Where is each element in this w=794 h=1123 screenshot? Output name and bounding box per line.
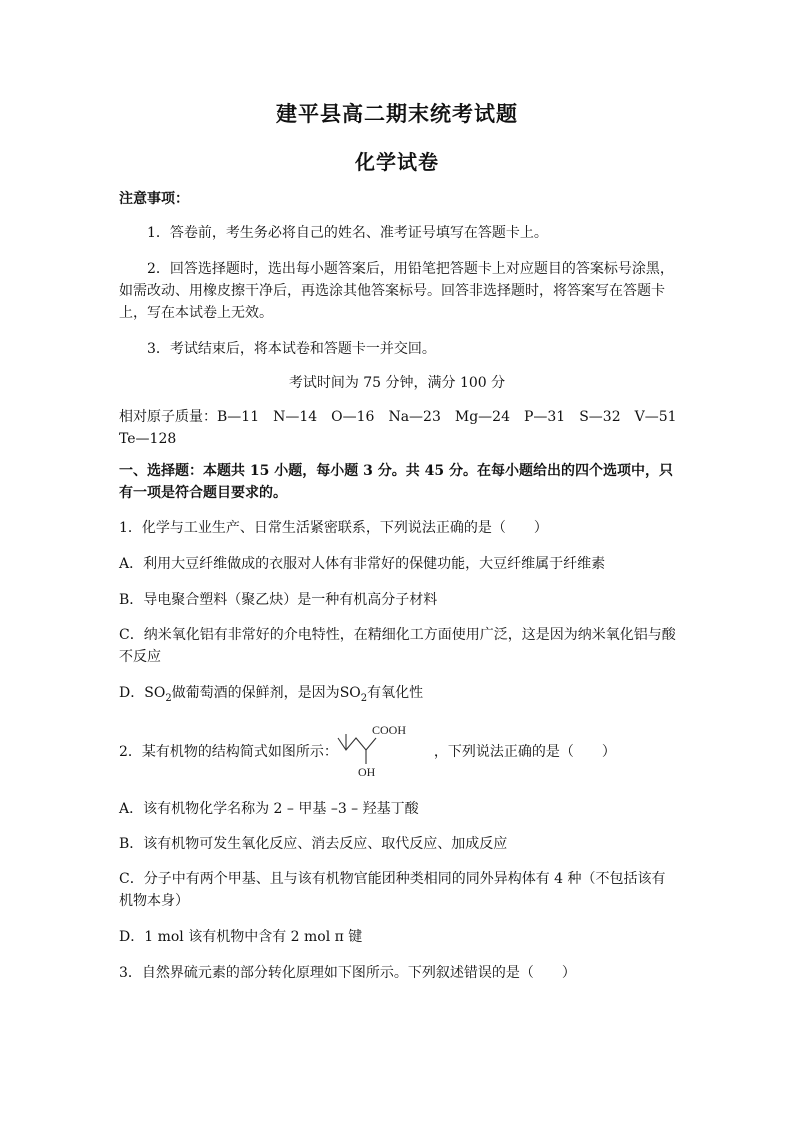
q2-option-a: A．该有机物化学名称为 2 – 甲基 –3 – 羟基丁酸 xyxy=(119,801,419,817)
exam-subtitle: 化学试卷 xyxy=(355,150,439,174)
notice-item-3: 3．考试结束后，将本试卷和答题卡一并交回。 xyxy=(147,341,436,357)
q1-option-c: C．纳米氧化铝有非常好的介电特性，在精细化工方面使用广泛，这是因为纳米氧化铝与酸不反应 xyxy=(119,627,676,665)
q2-stem-pre: 2．某有机物的结构简式如图所示： xyxy=(119,744,338,760)
q1-option-b: B．导电聚合塑料（聚乙炔）是一种有机高分子材料 xyxy=(119,592,438,608)
q1-option-d xyxy=(119,682,679,710)
q2-option-c: C．分子中有两个甲基、且与该有机物官能团种类相同的同外异构体有 4 种（不包括该有机物本身） xyxy=(119,871,666,909)
carbon-skeleton xyxy=(338,738,376,750)
q1-option-a: A．利用大豆纤维做成的衣服对人体有非常好的保健功能，大豆纤维属于纤维素 xyxy=(119,556,606,572)
exam-time-info: 考试时间为 75 分钟，满分 100 分 xyxy=(288,375,506,391)
atomic-mass-line: 相对原子质量：B—11 N—14 O—16 Na—23 Mg—24 P—31 S—32 V—51 Te—128 xyxy=(119,409,691,447)
oh-label: OH xyxy=(358,765,376,779)
notice-item-1: 1．答卷前，考生务必将自己的姓名、准考证号填写在答题卡上。 xyxy=(147,225,548,241)
q2-stem-post: ，下列说法正确的是（ ） xyxy=(433,744,616,760)
exam-title: 建平县高二期末统考试题 xyxy=(276,101,518,126)
section-1-heading: 一、选择题：本题共 15 小题，每小题 3 分。共 45 分。在每小题给出的四个选项中，只有一项是符合题目要求的。 xyxy=(119,463,673,501)
q1-d-prefix: D． xyxy=(119,685,145,701)
q1-d-mid: 做葡萄酒的保鲜剂，是因为 xyxy=(171,685,340,701)
q2-option-b: B．该有机物可发生氧化反应、消去反应、取代反应、加成反应 xyxy=(119,836,508,852)
cooh-label: COOH xyxy=(372,723,407,737)
so2-formula: $SO_2$ xyxy=(144,685,172,704)
so2-formula: $SO_2$ xyxy=(339,685,368,704)
notice-item-2: 2．回答选择题时，选出每小题答案后，用铅笔把答题卡上对应题目的答案标号涂黑，如需改动、用橡皮擦干净后，再选涂其他答案标号。回答非选择题时，将答案写在答题卡上，写在本试卷上无效。 xyxy=(119,261,674,321)
q1-d-post: 有氧化性 xyxy=(367,685,424,701)
structure-formula-image xyxy=(332,720,416,782)
notice-heading: 注意事项： xyxy=(119,191,189,207)
q2-option-d: D．1 mol 该有机物中含有 2 mol π 键 xyxy=(119,929,363,945)
q3-stem: 3．自然界硫元素的部分转化原理如下图所示。下列叙述错误的是（ ） xyxy=(119,965,576,981)
q1-stem: 1．化学与工业生产、日常生活紧密联系，下列说法正确的是（ ） xyxy=(119,520,548,536)
